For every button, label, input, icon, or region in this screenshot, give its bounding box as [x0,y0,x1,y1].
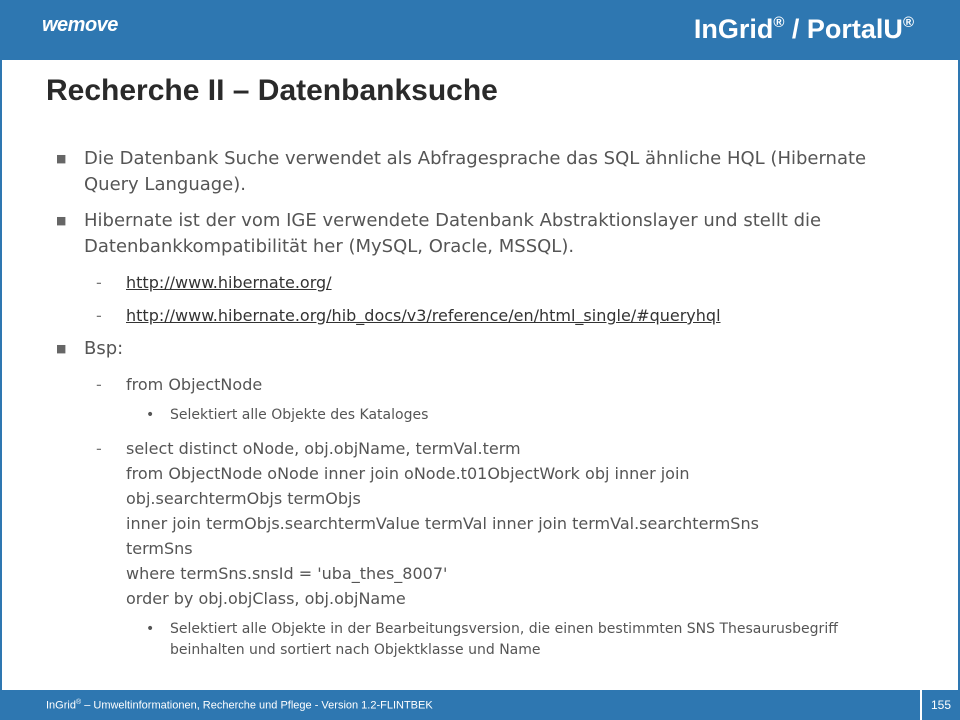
square-bullet-icon: ■ [56,152,67,165]
example-2-note: • Selektiert alle Objekte in der Bearbeitungsversion, die einen bestimmten SNS Thesaurusbegriff beinhalten und sortiert nach Objektklasse und Name [146,621,838,658]
link-item-hql-reference [50,303,910,328]
example-1-note: • Selektiert alle Objekte des Kataloges [50,405,910,426]
dot-bullet-icon: • [146,621,155,637]
frame-left [0,60,2,690]
example-2-query [50,436,910,611]
dash-marker-icon: - [96,439,102,458]
wemove-logo: wemove [42,14,118,36]
square-bullet-icon: ■ [56,214,67,227]
hql-reference-link[interactable]: http://www.hibernate.org/hib_docs/v3/reference/en/html_single/#queryhql [126,306,721,325]
hibernate-link[interactable]: http://www.hibernate.org/ [126,273,332,292]
query-line: select distinct oNode, obj.objName, termVal.term [126,439,521,458]
slide-title: Recherche II – Datenbanksuche [46,74,498,107]
query-line: where termSns.snsId = 'uba_thes_8007' [126,564,448,583]
example-1: - from ObjectNode [50,372,910,397]
link-item-hibernate [50,270,910,295]
bullet-hql: ■ Die Datenbank Suche verwendet als Abfragesprache das SQL ähnliche HQL (Hibernate Query Language). [56,148,867,195]
dash-marker-icon: - [96,273,102,292]
page-number: 155 [920,690,960,720]
query-line: from ObjectNode oNode inner join oNode.t01ObjectWork obj inner join [126,464,690,483]
query-line: order by obj.objClass, obj.objName [126,589,406,608]
query-line: obj.searchtermObjs termObjs [126,489,361,508]
dash-marker-icon: - [96,306,102,325]
bullet-example: ■ Bsp: [50,336,910,362]
brand-title: InGrid® / PortalU® [693,14,914,44]
bullet-hibernate: ■ Hibernate ist der vom IGE verwendete Datenbank Abstraktionslayer und stellt die Datenbankkompatibilität her (MySQL, Oracle, MSSQL). [56,210,822,257]
query-line: termSns [126,539,193,558]
slide-content [50,146,910,671]
footer-bar [0,690,920,720]
header-bar [0,0,960,60]
square-bullet-icon: ■ [56,342,67,355]
footer-text: InGrid® – Umweltinformationen, Recherche und Pflege - Version 1.2-FLINTBEK [46,699,433,712]
dot-bullet-icon: • [146,407,155,423]
query-line: inner join termObjs.searchtermValue termVal inner join termVal.searchtermSns [126,514,759,533]
dash-marker-icon: - [96,375,102,394]
